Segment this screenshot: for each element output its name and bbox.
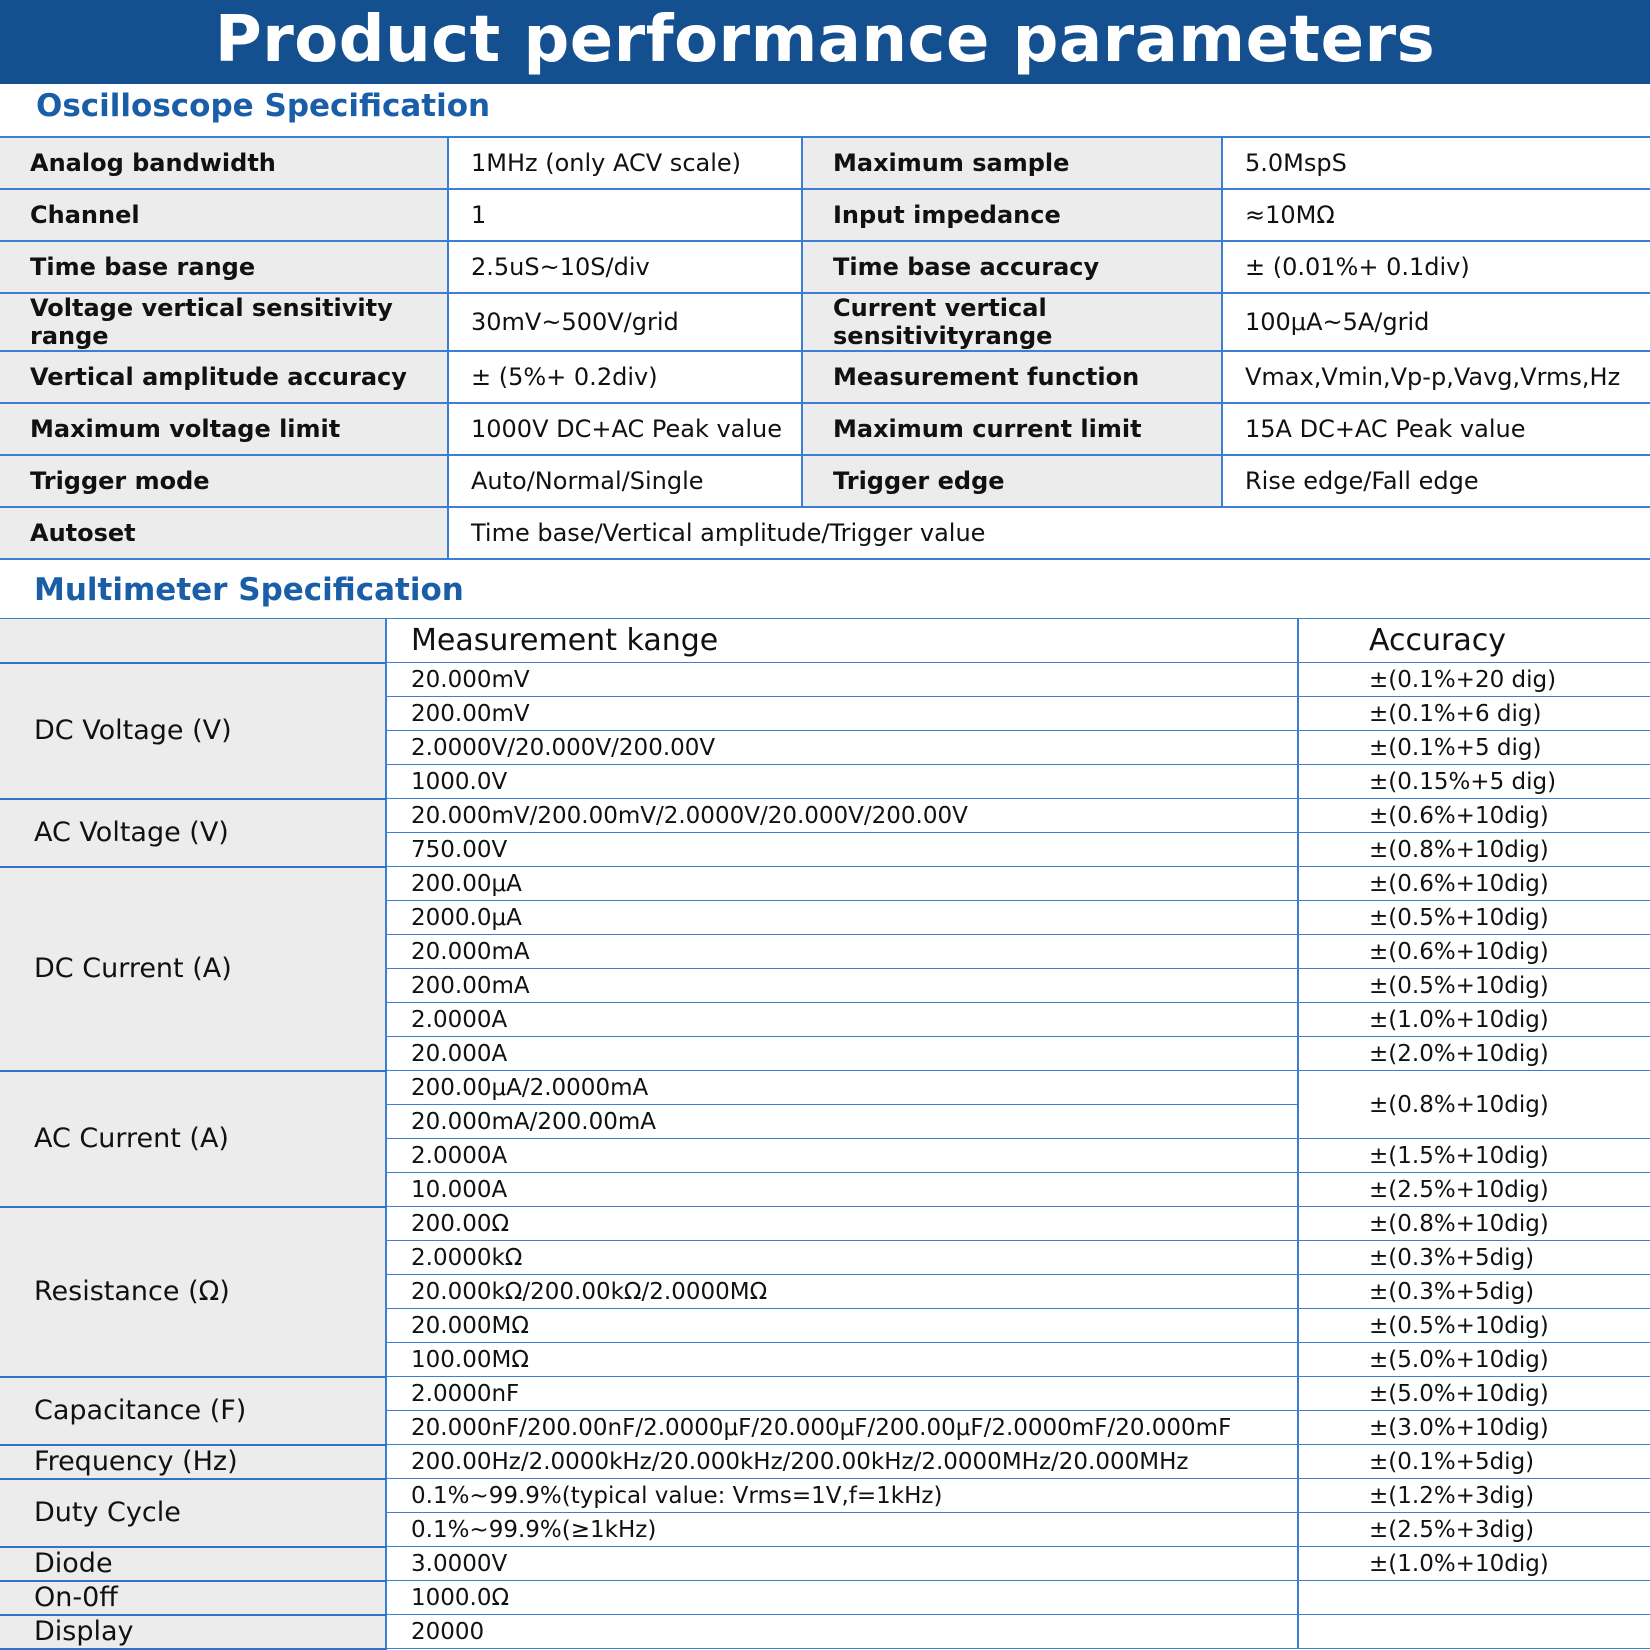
header-blank-cell bbox=[0, 619, 386, 663]
spec-label: Trigger mode bbox=[0, 455, 448, 507]
measurement-range: 1000.0Ω bbox=[386, 1581, 1298, 1615]
spec-value: Auto/Normal/Single bbox=[448, 455, 802, 507]
measurement-range: 2.0000V/20.000V/200.00V bbox=[386, 731, 1298, 765]
measurement-range: 200.00mV bbox=[386, 697, 1298, 731]
multimeter-row bbox=[0, 1071, 1650, 1105]
header-accuracy: Accuracy bbox=[1298, 619, 1650, 663]
accuracy-value: ±(0.6%+10dig) bbox=[1298, 935, 1650, 969]
accuracy-value: ±(1.0%+10dig) bbox=[1298, 1547, 1650, 1581]
header-measurement-range: Measurement kange bbox=[386, 619, 1298, 663]
measurement-range: 20.000mA bbox=[386, 935, 1298, 969]
spec-label: Autoset bbox=[0, 507, 448, 559]
oscilloscope-row bbox=[0, 403, 1650, 455]
multimeter-row bbox=[0, 1581, 1650, 1615]
measurement-range: 20.000mV/200.00mV/2.0000V/20.000V/200.00V bbox=[386, 799, 1298, 833]
spec-value: ≈10MΩ bbox=[1222, 189, 1650, 241]
oscilloscope-row bbox=[0, 137, 1650, 189]
measurement-range: 2.0000A bbox=[386, 1003, 1298, 1037]
accuracy-value: ±(0.3%+5dig) bbox=[1298, 1275, 1650, 1309]
spec-label: Analog bandwidth bbox=[0, 137, 448, 189]
measurement-range: 20.000nF/200.00nF/2.0000μF/20.000μF/200.00μF/2.0000mF/20.000mF bbox=[386, 1411, 1298, 1445]
spec-label: Voltage vertical sensitivity range bbox=[0, 293, 448, 351]
spec-value: Vmax,Vmin,Vp-p,Vavg,Vrms,Hz bbox=[1222, 351, 1650, 403]
measurement-range: 200.00μA/2.0000mA bbox=[386, 1071, 1298, 1105]
measurement-range: 1000.0V bbox=[386, 765, 1298, 799]
accuracy-value: ±(0.5%+10dig) bbox=[1298, 1309, 1650, 1343]
measurement-category: Resistance (Ω) bbox=[0, 1207, 386, 1377]
page-title: Product performance parameters bbox=[0, 0, 1650, 84]
measurement-range: 20000 bbox=[386, 1615, 1298, 1649]
multimeter-row bbox=[0, 1479, 1650, 1513]
measurement-range: 200.00Hz/2.0000kHz/20.000kHz/200.00kHz/2.0000MHz/20.000MHz bbox=[386, 1445, 1298, 1479]
accuracy-value: ±(0.6%+10dig) bbox=[1298, 867, 1650, 901]
spec-label: Maximum current limit bbox=[802, 403, 1222, 455]
multimeter-header-row bbox=[0, 619, 1650, 663]
accuracy-value: ±(5.0%+10dig) bbox=[1298, 1343, 1650, 1377]
spec-value: 30mV~500V/grid bbox=[448, 293, 802, 351]
spec-value: Time base/Vertical amplitude/Trigger value bbox=[448, 507, 1650, 559]
multimeter-row bbox=[0, 799, 1650, 833]
multimeter-row bbox=[0, 663, 1650, 697]
oscilloscope-heading: Oscilloscope Specification bbox=[36, 88, 491, 124]
spec-value: 1000V DC+AC Peak value bbox=[448, 403, 802, 455]
multimeter-row bbox=[0, 1207, 1650, 1241]
accuracy-value: ±(0.8%+10dig) bbox=[1298, 1071, 1650, 1139]
measurement-range: 20.000mA/200.00mA bbox=[386, 1105, 1298, 1139]
measurement-range: 20.000kΩ/200.00kΩ/2.0000MΩ bbox=[386, 1275, 1298, 1309]
accuracy-value: ±(3.0%+10dig) bbox=[1298, 1411, 1650, 1445]
accuracy-value: ±(0.1%+20 dig) bbox=[1298, 663, 1650, 697]
oscilloscope-row bbox=[0, 241, 1650, 293]
spec-value: 100μA~5A/grid bbox=[1222, 293, 1650, 351]
accuracy-value: ±(5.0%+10dig) bbox=[1298, 1377, 1650, 1411]
spec-label: Measurement function bbox=[802, 351, 1222, 403]
accuracy-value: ±(2.0%+10dig) bbox=[1298, 1037, 1650, 1071]
oscilloscope-row bbox=[0, 189, 1650, 241]
accuracy-value: ±(0.8%+10dig) bbox=[1298, 1207, 1650, 1241]
measurement-category: DC Current (A) bbox=[0, 867, 386, 1071]
spec-value: 2.5uS~10S/div bbox=[448, 241, 802, 293]
multimeter-heading: Multimeter Specification bbox=[34, 572, 464, 608]
spec-label: Maximum voltage limit bbox=[0, 403, 448, 455]
spec-label: Current vertical sensitivityrange bbox=[802, 293, 1222, 351]
measurement-range: 2.0000A bbox=[386, 1139, 1298, 1173]
multimeter-row bbox=[0, 1615, 1650, 1649]
multimeter-row bbox=[0, 1377, 1650, 1411]
measurement-category: Display bbox=[0, 1615, 386, 1649]
measurement-range: 20.000MΩ bbox=[386, 1309, 1298, 1343]
multimeter-row bbox=[0, 1547, 1650, 1581]
multimeter-spec-table bbox=[0, 618, 1650, 1650]
measurement-range: 10.000A bbox=[386, 1173, 1298, 1207]
accuracy-value: ±(1.2%+3dig) bbox=[1298, 1479, 1650, 1513]
oscilloscope-spec-table bbox=[0, 136, 1650, 560]
oscilloscope-row bbox=[0, 293, 1650, 351]
measurement-range: 20.000mV bbox=[386, 663, 1298, 697]
measurement-category: AC Current (A) bbox=[0, 1071, 386, 1207]
accuracy-value: ±(1.0%+10dig) bbox=[1298, 1003, 1650, 1037]
spec-label: Vertical amplitude accuracy bbox=[0, 351, 448, 403]
measurement-range: 100.00MΩ bbox=[386, 1343, 1298, 1377]
accuracy-value: ±(0.1%+5 dig) bbox=[1298, 731, 1650, 765]
measurement-category: On-0ff bbox=[0, 1581, 386, 1615]
measurement-category: Duty Cycle bbox=[0, 1479, 386, 1547]
spec-label: Channel bbox=[0, 189, 448, 241]
measurement-range: 200.00Ω bbox=[386, 1207, 1298, 1241]
spec-value: 5.0MspS bbox=[1222, 137, 1650, 189]
multimeter-row bbox=[0, 867, 1650, 901]
measurement-category: DC Voltage (V) bbox=[0, 663, 386, 799]
measurement-range: 750.00V bbox=[386, 833, 1298, 867]
spec-label: Time base range bbox=[0, 241, 448, 293]
spec-value: 15A DC+AC Peak value bbox=[1222, 403, 1650, 455]
spec-value: Rise edge/Fall edge bbox=[1222, 455, 1650, 507]
oscilloscope-row bbox=[0, 455, 1650, 507]
accuracy-value: ±(0.8%+10dig) bbox=[1298, 833, 1650, 867]
oscilloscope-row bbox=[0, 507, 1650, 559]
spec-label: Maximum sample bbox=[802, 137, 1222, 189]
measurement-range: 3.0000V bbox=[386, 1547, 1298, 1581]
accuracy-value: ±(1.5%+10dig) bbox=[1298, 1139, 1650, 1173]
measurement-range: 2000.0μA bbox=[386, 901, 1298, 935]
measurement-range: 200.00mA bbox=[386, 969, 1298, 1003]
spec-value: ± (0.01%+ 0.1div) bbox=[1222, 241, 1650, 293]
accuracy-value: ±(0.3%+5dig) bbox=[1298, 1241, 1650, 1275]
measurement-range: 0.1%~99.9%(≥1kHz) bbox=[386, 1513, 1298, 1547]
accuracy-value: ±(0.5%+10dig) bbox=[1298, 969, 1650, 1003]
accuracy-value: ±(0.5%+10dig) bbox=[1298, 901, 1650, 935]
measurement-category: Frequency (Hz) bbox=[0, 1445, 386, 1479]
spec-value: 1MHz (only ACV scale) bbox=[448, 137, 802, 189]
spec-label: Time base accuracy bbox=[802, 241, 1222, 293]
spec-value: ± (5%+ 0.2div) bbox=[448, 351, 802, 403]
measurement-range: 0.1%~99.9%(typical value: Vrms=1V,f=1kHz) bbox=[386, 1479, 1298, 1513]
accuracy-value: ±(2.5%+10dig) bbox=[1298, 1173, 1650, 1207]
measurement-range: 20.000A bbox=[386, 1037, 1298, 1071]
multimeter-row bbox=[0, 1445, 1650, 1479]
accuracy-value: ±(0.1%+6 dig) bbox=[1298, 697, 1650, 731]
accuracy-value: ±(0.15%+5 dig) bbox=[1298, 765, 1650, 799]
measurement-category: AC Voltage (V) bbox=[0, 799, 386, 867]
measurement-range: 2.0000kΩ bbox=[386, 1241, 1298, 1275]
oscilloscope-row bbox=[0, 351, 1650, 403]
spec-label: Trigger edge bbox=[802, 455, 1222, 507]
accuracy-value: ±(0.6%+10dig) bbox=[1298, 799, 1650, 833]
accuracy-value bbox=[1298, 1615, 1650, 1649]
accuracy-value: ±(0.1%+5dig) bbox=[1298, 1445, 1650, 1479]
spec-label: Input impedance bbox=[802, 189, 1222, 241]
accuracy-value: ±(2.5%+3dig) bbox=[1298, 1513, 1650, 1547]
measurement-category: Capacitance (F) bbox=[0, 1377, 386, 1445]
spec-value: 1 bbox=[448, 189, 802, 241]
measurement-range: 2.0000nF bbox=[386, 1377, 1298, 1411]
accuracy-value bbox=[1298, 1581, 1650, 1615]
measurement-category: Diode bbox=[0, 1547, 386, 1581]
measurement-range: 200.00μA bbox=[386, 867, 1298, 901]
